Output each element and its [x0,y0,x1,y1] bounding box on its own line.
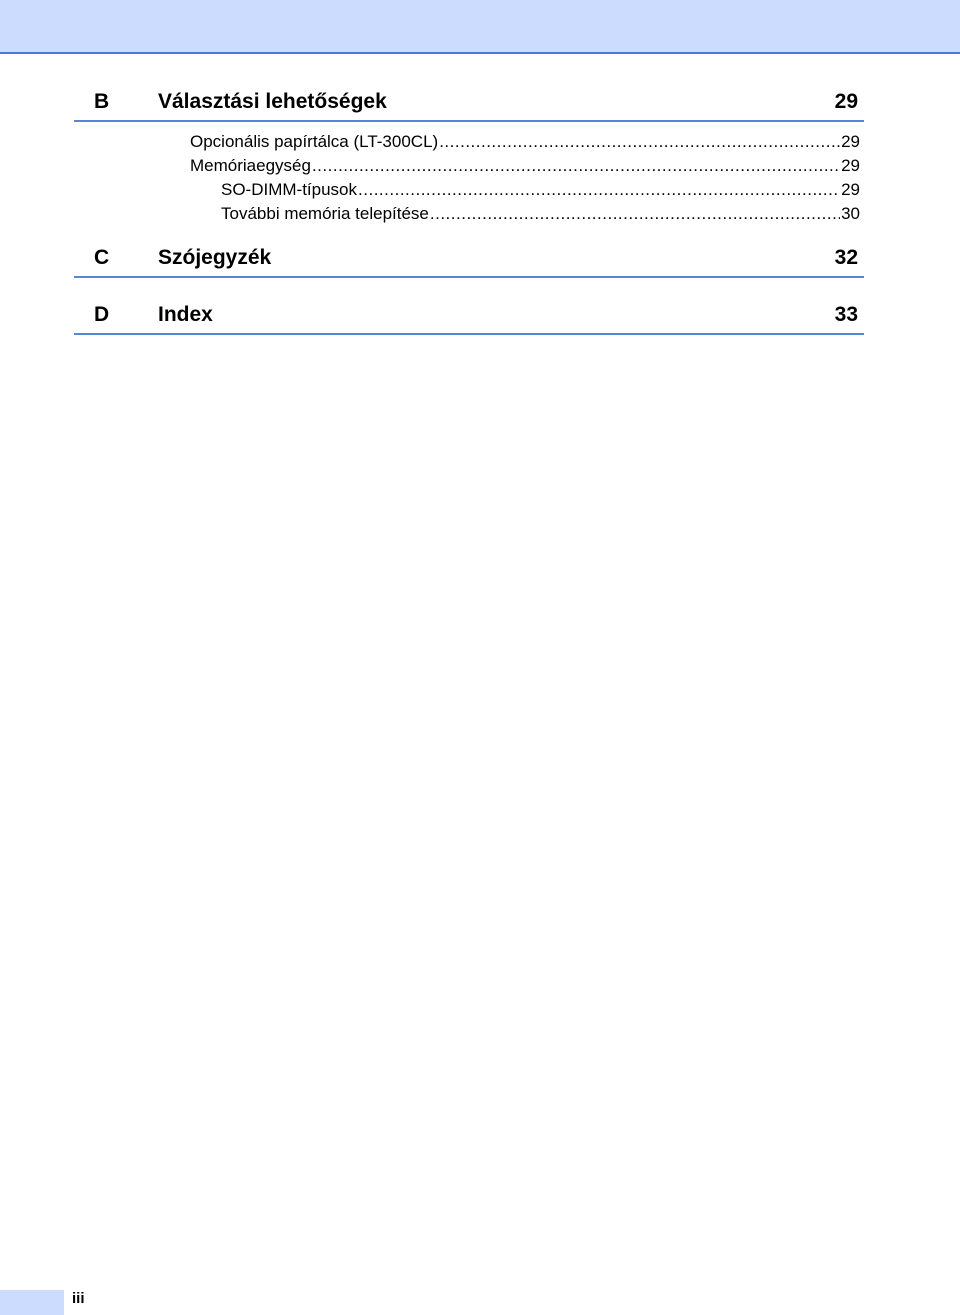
entry-label: SO-DIMM-típusok [221,180,358,199]
entry-label: További memória telepítése [221,204,429,223]
section-title: Szójegyzék [158,246,272,269]
page-number: iii [72,1290,85,1307]
toc-section-c[interactable] [74,244,864,278]
entry-page: 29 [841,156,860,175]
footer-band [0,1290,64,1315]
leader-dots [358,178,840,202]
toc-entry-so-dimm[interactable] [221,178,860,202]
section-letter: B [94,90,110,113]
section-title: Választási lehetőségek [158,90,387,113]
entry-page: 29 [841,132,860,151]
entry-page: 29 [841,180,860,199]
leader-dots [439,130,840,154]
leader-dots [312,154,840,178]
section-letter: C [94,246,110,269]
entry-label: Opcionális papírtálca (LT-300CL) [190,132,439,151]
entry-label: Memóriaegység [190,156,311,175]
toc-section-d[interactable] [74,301,864,335]
section-page: 32 [834,246,858,269]
section-page: 29 [834,90,858,113]
section-title: Index [158,303,213,326]
header-band [0,0,960,54]
section-letter: D [94,303,110,326]
section-page: 33 [834,303,858,326]
toc-entry-memory[interactable] [190,154,860,178]
entry-page: 30 [841,204,860,223]
leader-dots [430,202,840,226]
toc-entry-install-memory[interactable] [221,202,860,226]
toc-entry-paper-tray[interactable] [190,130,860,154]
toc-section-b[interactable] [74,88,864,122]
